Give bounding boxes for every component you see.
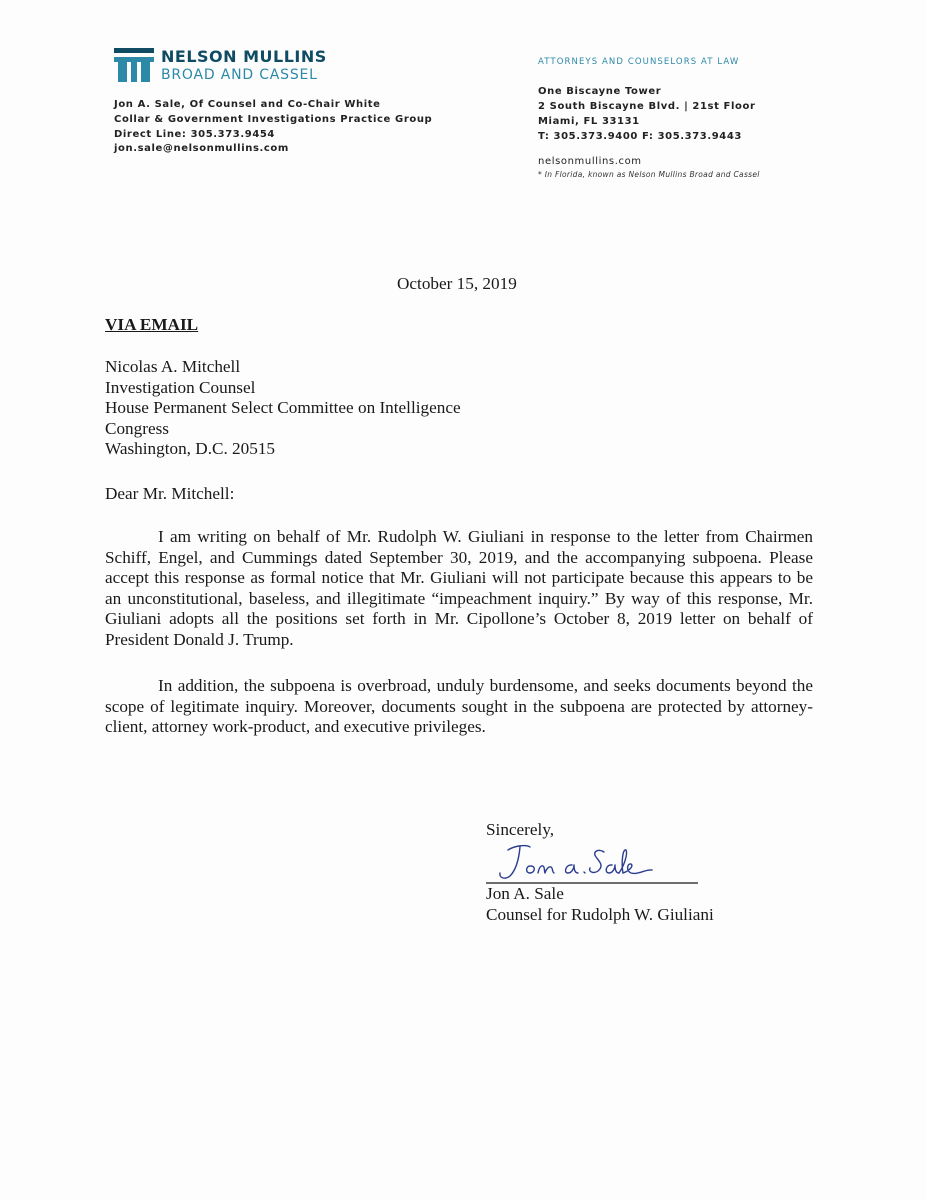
firm-logo xyxy=(114,48,354,88)
office-city: Miami, FL 33131 xyxy=(538,116,640,127)
salutation: Dear Mr. Mitchell: xyxy=(105,484,235,503)
body-paragraph: I am writing on behalf of Mr. Rudolph W. Giuliani in response to the letter from Chairmen Schiff, Engel, and Cummings dated September 30, 2019, and the accompanying subpoena. Please accept this response as formal notice that Mr. Giuliani will not participate because this appears to be an unconstitutional, baseless, and illegitimate “impeachment inquiry.” By way of this response, Mr. Giuliani adopts all the positions set forth in Mr. Cipollone’s October 8, 2019 letter on behalf of President Donald J. Trump. xyxy=(105,527,813,649)
sender-title-line: Jon A. Sale, Of Counsel and Co-Chair White xyxy=(114,99,381,110)
recipient-committee: House Permanent Select Committee on Intelligence xyxy=(105,398,461,417)
sender-contact-block xyxy=(114,98,432,157)
recipient-body: Congress xyxy=(105,418,169,438)
office-address-block xyxy=(538,84,755,144)
florida-footnote: * In Florida, known as Nelson Mullins Broad and Cassel xyxy=(538,170,760,179)
body-paragraph: In addition, the subpoena is overbroad, unduly burdensome, and seeks documents beyond the scope of legitimate inquiry. Moreover, documents sought in the subpoena are protected by attorney-client, attorney work-product, and executive privileges. xyxy=(105,676,813,736)
recipient-title: Investigation Counsel xyxy=(105,377,256,397)
office-phone-fax: T: 305.373.9400 F: 305.373.9443 xyxy=(538,131,742,142)
sender-group-line: Collar & Government Investigations Practice Group xyxy=(114,113,433,125)
signer-name: Jon A. Sale xyxy=(486,884,564,903)
recipient-city: Washington, D.C. 20515 xyxy=(105,439,276,458)
handwritten-signature xyxy=(486,838,698,886)
delivery-method: VIA EMAIL xyxy=(105,315,199,334)
office-building: One Biscayne Tower xyxy=(538,86,662,97)
closing: Sincerely, xyxy=(486,820,555,839)
firm-tagline: ATTORNEYS AND COUNSELORS AT LAW xyxy=(538,57,740,67)
recipient-name: Nicolas A. Mitchell xyxy=(105,357,241,376)
recipient-address xyxy=(105,357,461,460)
firm-logo-icon xyxy=(114,48,154,84)
sender-direct-line: Direct Line: 305.373.9454 xyxy=(114,128,275,140)
sender-email: jon.sale@nelsonmullins.com xyxy=(114,143,289,155)
firm-name: NELSON MULLINS xyxy=(161,47,327,66)
firm-subname: BROAD AND CASSEL xyxy=(161,67,318,83)
letter-date: October 15, 2019 xyxy=(397,274,517,293)
firm-website: nelsonmullins.com xyxy=(538,156,642,167)
office-street: 2 South Biscayne Blvd. | 21st Floor xyxy=(538,101,756,112)
signer-title: Counsel for Rudolph W. Giuliani xyxy=(486,905,714,924)
